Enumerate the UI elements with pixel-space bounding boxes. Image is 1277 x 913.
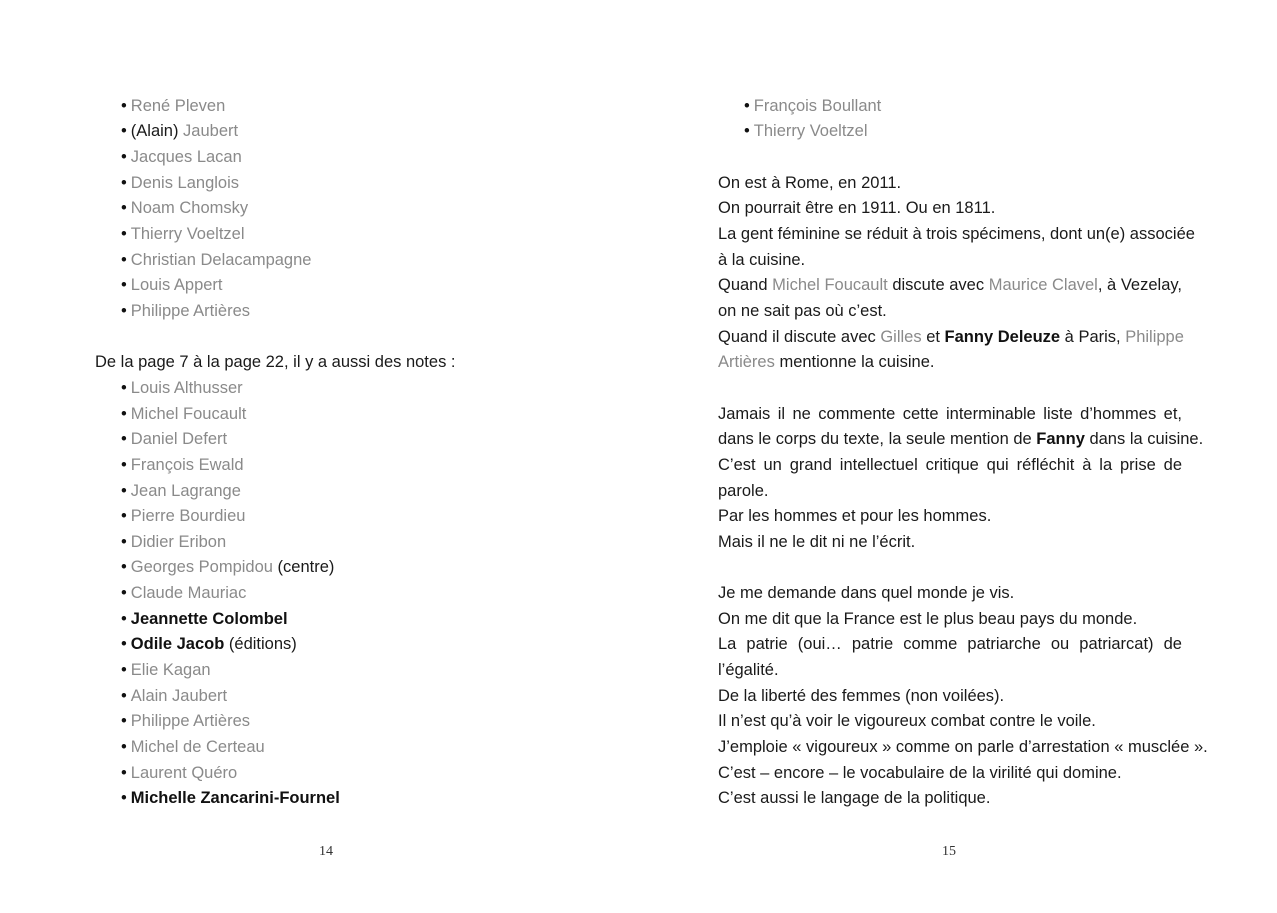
page-number: 15 xyxy=(942,844,956,859)
list-item: • Claude Mauriac xyxy=(121,584,247,602)
list-item: • Daniel Defert xyxy=(121,430,228,448)
list-item: • René Pleven xyxy=(121,97,226,115)
text-line: La gent féminine se réduit à trois spécimens, dont un(e) associée xyxy=(718,225,1195,243)
person-name: Maurice Clavel xyxy=(988,276,1098,294)
text-line: De la liberté des femmes (non voilées). xyxy=(718,687,1005,705)
person-name: Artières xyxy=(718,353,775,371)
text-line: On est à Rome, en 2011. xyxy=(718,174,902,192)
text-line: Il n’est qu’à voir le vigoureux combat contre le voile. xyxy=(718,712,1096,730)
list-item: • Georges Pompidou (centre) xyxy=(121,558,335,576)
list-item: • Jean Lagrange xyxy=(121,482,241,500)
list-item: • Denis Langlois xyxy=(121,174,240,192)
list-item: • Christian Delacampagne xyxy=(121,251,312,269)
text-line: on ne sait pas où c’est. xyxy=(718,302,887,320)
text-line: dans le corps du texte, la seule mention de Fanny dans la cuisine. xyxy=(718,430,1204,448)
list-item: • (Alain) Jaubert xyxy=(121,122,239,140)
person-name: Gilles xyxy=(880,328,922,346)
list-item: • Philippe Artières xyxy=(121,302,251,320)
right-page xyxy=(639,0,1277,913)
text-line: Quand il discute avec Gilles et Fanny Deleuze à Paris, Philippe xyxy=(718,328,1184,346)
list-item: • François Boullant xyxy=(744,97,882,115)
text-line: parole. xyxy=(718,482,769,500)
list-item: • François Ewald xyxy=(121,456,244,474)
text-line: La patrie (oui… patrie comme patriarche ou patriarcat) de xyxy=(718,635,1182,653)
text-line: Artières mentionne la cuisine. xyxy=(718,353,935,371)
text-line: Jamais il ne commente cette interminable liste d’hommes et, xyxy=(718,405,1182,423)
text-line: Je me demande dans quel monde je vis. xyxy=(718,584,1015,602)
list-item: • Michel de Certeau xyxy=(121,738,265,756)
list-item: • Laurent Quéro xyxy=(121,764,238,782)
left-page xyxy=(0,0,638,913)
list-item: • Louis Althusser xyxy=(121,379,243,397)
text-line: à la cuisine. xyxy=(718,251,806,269)
list-item: • Alain Jaubert xyxy=(121,687,228,705)
text-line: On me dit que la France est le plus beau pays du monde. xyxy=(718,610,1138,628)
text-line: Quand Michel Foucault discute avec Maurice Clavel, à Vezelay, xyxy=(718,276,1182,294)
notes-intro: De la page 7 à la page 22, il y a aussi des notes : xyxy=(95,353,456,371)
list-item: • Michelle Zancarini-Fournel xyxy=(121,789,340,807)
text-line: J’emploie « vigoureux » comme on parle d’arrestation « musclée ». xyxy=(718,738,1208,756)
text-line: Mais il ne le dit ni ne l’écrit. xyxy=(718,533,916,551)
person-name: Michel Foucault xyxy=(772,276,888,294)
text-line: C’est – encore – le vocabulaire de la virilité qui domine. xyxy=(718,764,1122,782)
list-item: • Didier Eribon xyxy=(121,533,227,551)
list-item: • Elie Kagan xyxy=(121,661,211,679)
list-item: • Pierre Bourdieu xyxy=(121,507,246,525)
list-item: • Philippe Artières xyxy=(121,712,251,730)
list-item: • Odile Jacob (éditions) xyxy=(121,635,297,653)
list-item: • Jacques Lacan xyxy=(121,148,242,166)
list-item: • Louis Appert xyxy=(121,276,223,294)
person-name: Philippe xyxy=(1125,328,1184,346)
page-number: 14 xyxy=(319,844,333,859)
list-item: • Thierry Voeltzel xyxy=(121,225,245,243)
text-line: l’égalité. xyxy=(718,661,779,679)
list-item: • Noam Chomsky xyxy=(121,199,249,217)
list-item: • Jeannette Colombel xyxy=(121,610,288,628)
list-item: • Thierry Voeltzel xyxy=(744,122,868,140)
text-line: C’est aussi le langage de la politique. xyxy=(718,789,991,807)
list-item: • Michel Foucault xyxy=(121,405,247,423)
text-line: Par les hommes et pour les hommes. xyxy=(718,507,992,525)
text-line: C’est un grand intellectuel critique qui réfléchit à la prise de xyxy=(718,456,1182,474)
text-line: On pourrait être en 1911. Ou en 1811. xyxy=(718,199,996,217)
person-name: Fanny xyxy=(1036,430,1085,448)
person-name: Fanny Deleuze xyxy=(944,328,1061,346)
